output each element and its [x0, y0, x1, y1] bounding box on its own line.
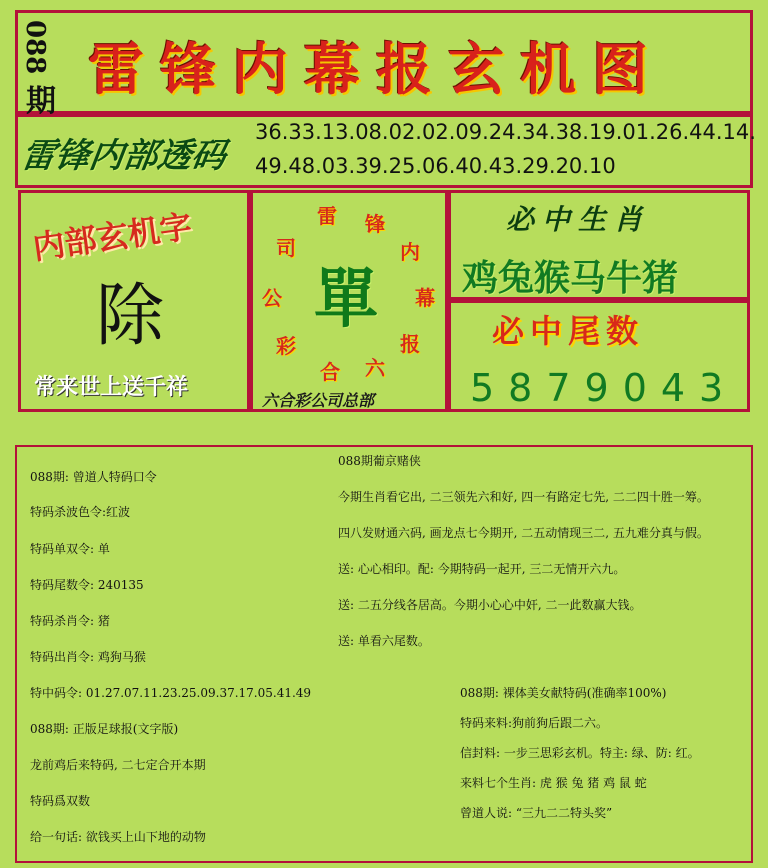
seal-bottom-text: 六合彩公司总部	[262, 391, 375, 410]
issue-suffix: 期	[26, 84, 56, 119]
left-line: 088期: 曾道人特码口令	[30, 470, 157, 484]
title-char: 内	[232, 37, 288, 103]
ring-char: 合	[320, 360, 340, 384]
right-top-line: 今期生肖看它出, 二三领先六和好, 四一有路定七先, 二二四十胜一筹。	[338, 490, 709, 504]
must-tail-value: 5879043	[470, 366, 738, 410]
title-char: 报	[376, 37, 432, 103]
title-char: 图	[592, 37, 648, 103]
ring-char: 锋	[365, 212, 385, 236]
left-line: 特码杀肖令: 猪	[30, 614, 110, 628]
mystery-character: 除	[96, 277, 165, 356]
inside-code-line2: 49.48.03.39.25.06.40.43.29.20.10	[255, 154, 616, 178]
title-char: 机	[520, 37, 576, 103]
title-char: 雷	[88, 37, 144, 103]
right-top-line: 送: 二五分线各居高。今期小心心中奸, 二一此数赢大钱。	[338, 598, 642, 612]
right-bottom-line: 信封料: 一步三思彩玄机。特主: 绿、防: 红。	[460, 746, 700, 760]
left-line: 特码单双令: 单	[30, 542, 110, 556]
left-line: 088期: 正版足球报(文字版)	[30, 722, 179, 736]
ring-char: 报	[400, 332, 420, 356]
ring-char: 司	[276, 236, 296, 260]
left-line: 给一句话: 欲钱买上山下地的动物	[30, 830, 206, 844]
mystery-phrase: 常来世上送千祥	[34, 375, 189, 400]
issue-number: 088	[20, 20, 50, 75]
left-line: 特码出肖令: 鸡狗马猴	[30, 650, 146, 664]
ring-char: 公	[262, 286, 282, 310]
ring-char: 彩	[276, 334, 296, 358]
must-tail-heading: 必中尾数	[492, 312, 645, 350]
ring-char: 雷	[317, 204, 337, 228]
ring-char: 六	[365, 356, 385, 380]
left-line: 特码杀波色令:红波	[30, 505, 131, 519]
ring-char: 内	[400, 240, 420, 264]
left-line: 特中码令: 01.27.07.11.23.25.09.37.17.05.41.49	[30, 686, 312, 700]
right-top-line: 送: 心心相印。配: 今期特码一起开, 三二无情开六九。	[338, 562, 626, 576]
right-top-line: 送: 单看六尾数。	[338, 634, 430, 648]
inside-code-label: 雷锋内部透码	[18, 136, 229, 176]
must-zodiac-heading: 必中生肖	[506, 203, 651, 236]
right-top-line: 四八发财通六码, 画龙点七今期开, 二五动情现三二, 五九难分真与假。	[338, 526, 709, 540]
right-bottom-line: 曾道人说: “三九二二特头奖”	[460, 806, 613, 820]
title-char: 玄	[448, 37, 504, 103]
right-bottom-line: 088期: 裸体美女献特码(准确率100%)	[460, 686, 667, 700]
right-bottom-line: 特码来料:狗前狗后跟二六。	[460, 716, 609, 730]
right-bottom-line: 来料七个生肖: 虎 猴 兔 猪 鸡 鼠 蛇	[460, 776, 647, 790]
left-line: 龙前鸡后来特码, 二七定合开本期	[30, 758, 206, 772]
title-char: 锋	[160, 37, 216, 103]
ring-char: 幕	[415, 286, 435, 310]
seal-big-char: 單	[314, 262, 378, 337]
title-char: 幕	[304, 37, 360, 103]
left-line: 特码爲双数	[30, 794, 91, 808]
left-line: 特码尾数令: 240135	[30, 578, 144, 592]
mystery-word-heading: 内部玄机字	[30, 207, 195, 267]
inside-code-line1: 36.33.13.08.02.02.09.24.34.38.19.01.26.44.14.	[255, 120, 756, 144]
must-zodiac-value: 鸡兔猴马牛猪	[462, 257, 679, 299]
right-top-line: 088期葡京赌侠	[338, 454, 421, 468]
